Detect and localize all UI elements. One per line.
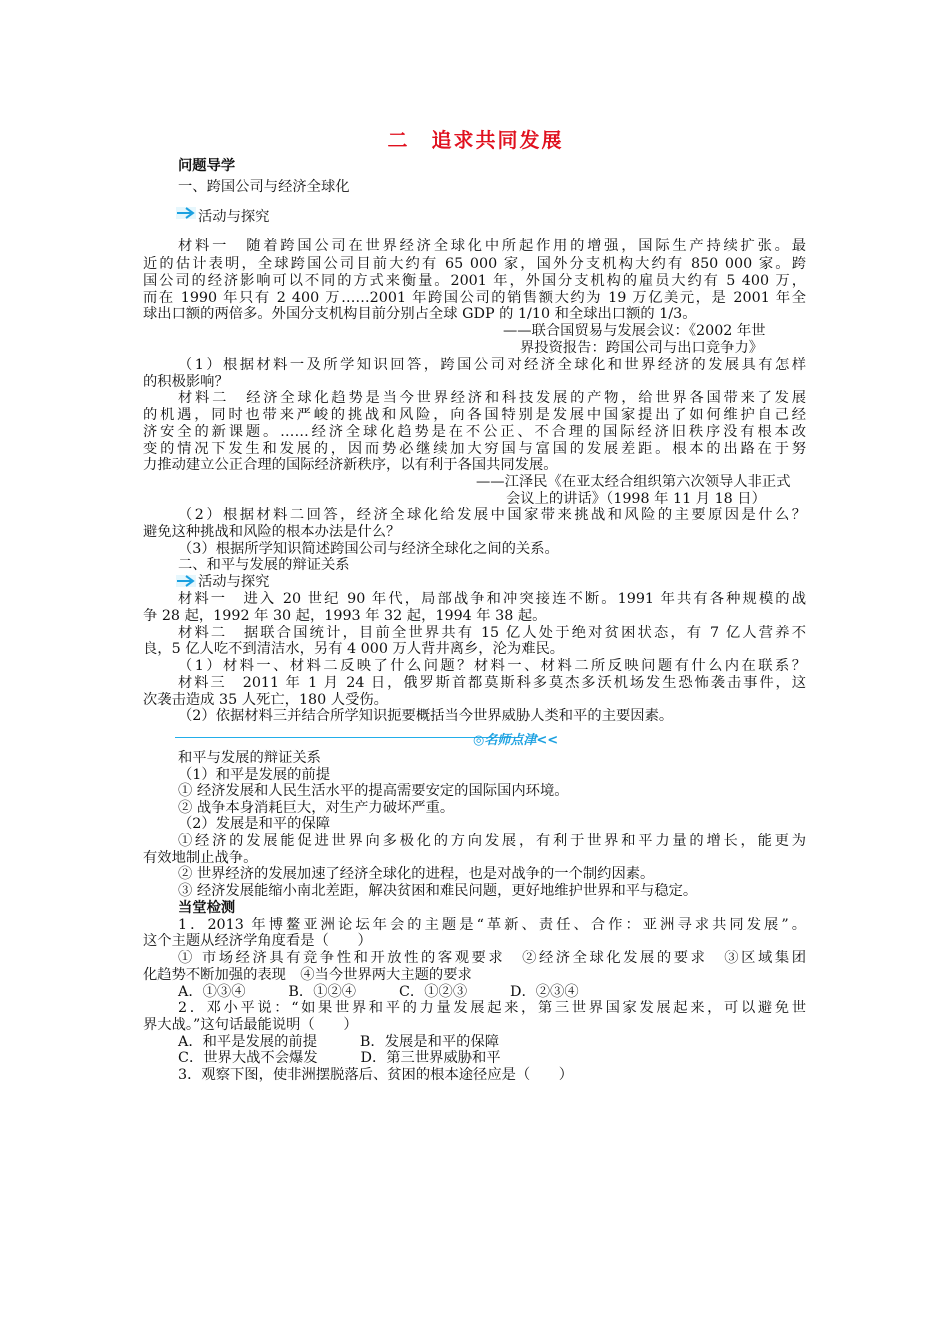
arrow-right-icon	[176, 207, 196, 219]
text-line: 二、和平与发展的辩证关系	[178, 557, 350, 573]
text-line: 会议上的讲话》（1998 年 11 月 18 日）	[506, 491, 766, 507]
text-line: 材料二 据联合国统计，目前全世界共有 15 亿人处于绝对贫困状态，有 7 亿人营养不	[178, 625, 806, 641]
text-line: 活动与探究	[198, 574, 270, 590]
text-line: 济安全的新课题。……经济全球化趋势是在不公正、不合理的国际经济旧秩序没有根本改	[143, 424, 806, 440]
text-line: （2）依据材料三并结合所学知识扼要概括当今世界威胁人类和平的主要因素。	[178, 708, 674, 724]
text-line: A．和平是发展的前提 B．发展是和平的保障	[178, 1034, 500, 1050]
text-line: ①经济的发展能促进世界向多极化的方向发展，有利于世界和平力量的增长，能更为	[178, 833, 806, 849]
text-line: ——江泽民《在亚太经合组织第六次领导人非正式	[476, 474, 791, 490]
text-line: 球出口额的两倍多。外国分支机构目前分别占全球 GDP 的 1/10 和全球出口额的 1/3。	[143, 306, 697, 322]
text-line: 近的估计表明，全球跨国公司目前大约有 65 000 家，国外分支机构大约有 850 000 家。跨	[143, 256, 806, 272]
text-line: （1）材料一、材料二反映了什么问题？材料一、材料二所反映问题有什么内在联系？	[178, 658, 806, 674]
text-line: （1）和平是发展的前提	[178, 767, 331, 783]
text-line: 材料三 2011 年 1 月 24 日，俄罗斯首都莫斯科多莫杰多沃机场发生恐怖袭击事件，这	[178, 675, 806, 691]
text-line: 良，5 亿人吃不到清洁水，另有 4 000 万人背井离乡，沦为难民。	[143, 641, 565, 657]
text-line: 界投资报告：跨国公司与出口竞争力》	[520, 340, 764, 356]
text-line: 活动与探究	[198, 209, 270, 225]
text-line: 次袭击造成 35 人死亡，180 人受伤。	[143, 692, 388, 708]
text-line: 材料一 随着跨国公司在世界经济全球化中所起作用的增强，国际生产持续扩张。最	[178, 238, 806, 254]
text-line: 这个主题从经济学角度看是（ ）	[143, 933, 372, 949]
text-line: 界大战。”这句话最能说明（ ）	[143, 1017, 358, 1033]
text-line: A．①③④ B．①②④ C．①②③ D．②③④	[178, 984, 579, 1000]
text-line: （1）根据材料一及所学知识回答，跨国公司对经济全球化和世界经济的发展具有怎样	[178, 357, 806, 373]
text-line: ① 经济发展和人民生活水平的提高需要安定的国际国内环境。	[178, 783, 569, 799]
text-line: （2）根据材料二回答，经济全球化给发展中国家带来挑战和风险的主要原因是什么？	[178, 507, 806, 523]
text-line: 有效地制止战争。	[143, 850, 258, 866]
text-line: ① 市场经济具有竞争性和开放性的客观要求 ②经济全球化发展的要求 ③区域集团	[178, 950, 806, 966]
text-line: （2）发展是和平的保障	[178, 816, 331, 832]
text-line: 化趋势不断加强的表现 ④当今世界两大主题的要求	[143, 967, 472, 983]
text-line: 一、跨国公司与经济全球化	[178, 179, 350, 195]
text-line: ——联合国贸易与发展会议：《2002 年世	[503, 323, 766, 339]
text-line: ② 战争本身消耗巨大，对生产力破坏严重。	[178, 800, 455, 816]
section-divider	[175, 737, 520, 738]
text-line: 避免这种挑战和风险的根本办法是什么？	[143, 524, 401, 540]
section-heading: 问题导学	[178, 158, 236, 174]
text-line: 变的情况下发生和发展的，因而势必继续加大穷国与富国的发展差距。根本的出路在于努	[143, 441, 806, 457]
section-heading: 当堂检测	[178, 900, 236, 916]
text-line: 的机遇，同时也带来严峻的挑战和风险，向各国特别是发展中国家提出了如何维护自己经	[143, 407, 806, 423]
text-line: 材料一 进入 20 世纪 90 年代，局部战争和冲突接连不断。1991 年共有各种规模的战	[178, 591, 806, 607]
text-line: C．世界大战不会爆发 D．第三世界威胁和平	[178, 1050, 501, 1066]
text-line: ③ 经济发展能缩小南北差距，解决贫困和难民问题，更好地维护世界和平与稳定。	[178, 883, 698, 899]
text-line: 和平与发展的辩证关系	[178, 750, 321, 766]
text-line: 2．邓小平说：“如果世界和平的力量发展起来，第三世界国家发展起来，可以避免世	[178, 1000, 806, 1016]
text-line: 国公司的经济影响可以不同的方式来衡量。2001 年，外国分支机构的雇员大约有 5 400 万，	[143, 273, 806, 289]
teacher-tips-badge: ◎名师点津<<	[473, 733, 559, 748]
text-line: 材料二 经济全球化趋势是当今世界经济和科技发展的产物，给世界各国带来了发展	[178, 390, 806, 406]
page-title: 二 追求共同发展	[387, 128, 564, 152]
text-line: 而在 1990 年只有 2 400 万……2001 年跨国公司的销售额大约为 19 万亿美元，是 2001 年全	[143, 290, 806, 306]
text-line: （3）根据所学知识简述跨国公司与经济全球化之间的关系。	[178, 541, 559, 557]
text-line: 3．观察下图，使非洲摆脱落后、贫困的根本途径应是（ ）	[178, 1067, 574, 1083]
text-line: 的积极影响？	[143, 374, 229, 390]
arrow-right-icon	[176, 575, 196, 587]
text-line: 力推动建立公正合理的国际经济新秩序，以有利于各国共同发展。	[143, 457, 558, 473]
text-line: 争 28 起，1992 年 30 起，1993 年 32 起，1994 年 38 起。	[143, 608, 547, 624]
text-line: 1．2013 年博鳌亚洲论坛年会的主题是“革新、责任、合作：亚洲寻求共同发展”。	[178, 917, 806, 933]
text-line: ② 世界经济的发展加速了经济全球化的进程，也是对战争的一个制约因素。	[178, 866, 655, 882]
